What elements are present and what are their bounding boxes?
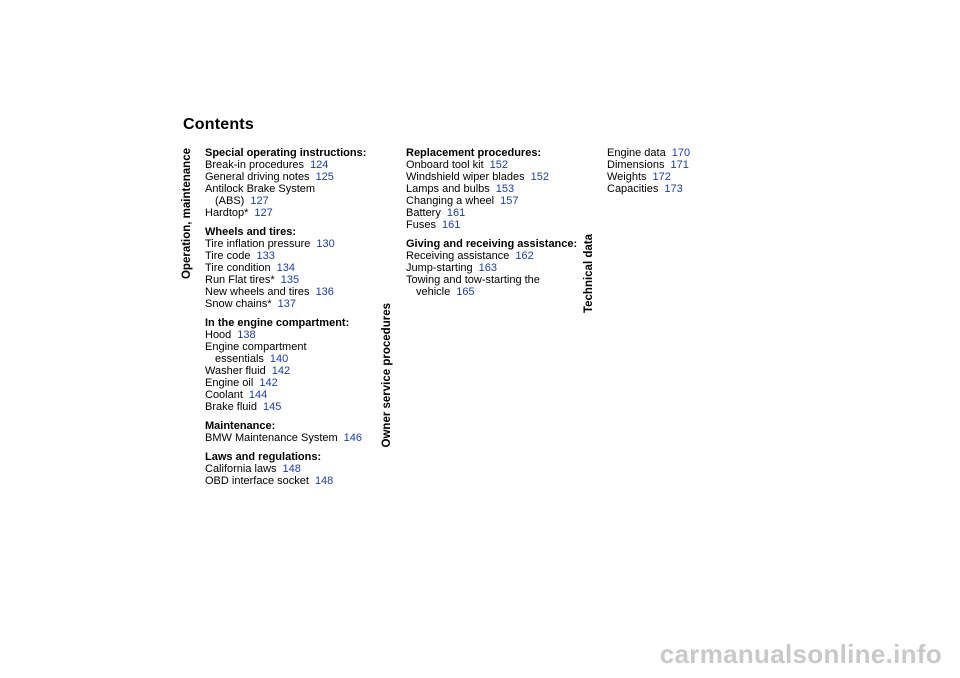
- page-number-link[interactable]: 161: [441, 219, 461, 231]
- toc-entry-label: California laws: [205, 463, 277, 475]
- toc-entry[interactable]: [406, 207, 586, 219]
- section-heading: Laws and regulations:: [205, 451, 322, 463]
- page-number-link[interactable]: 142: [271, 365, 291, 377]
- contents-section: [205, 226, 385, 310]
- toc-entry-label: Engine data: [607, 147, 666, 159]
- toc-entry[interactable]: [406, 159, 586, 171]
- section-heading: Maintenance:: [205, 420, 276, 432]
- side-label-technical-data: Technical data: [583, 234, 595, 314]
- toc-entry[interactable]: [205, 183, 385, 207]
- toc-entry-continuation-text: (ABS): [215, 195, 245, 207]
- page-number-link[interactable]: 137: [277, 298, 297, 310]
- toc-entry-continuation: [205, 353, 385, 365]
- contents-section: [205, 147, 385, 219]
- toc-entry-label: New wheels and tires: [205, 286, 310, 298]
- toc-entry[interactable]: [406, 171, 586, 183]
- toc-entry[interactable]: [607, 183, 787, 195]
- toc-entry-label: Engine oil: [205, 377, 254, 389]
- page-number-link[interactable]: 163: [478, 262, 497, 274]
- toc-entry-label: Snow chains*: [205, 298, 272, 310]
- toc-entry-continuation: [205, 195, 385, 207]
- page-number-link[interactable]: 170: [671, 147, 691, 159]
- toc-entry[interactable]: [205, 286, 385, 298]
- toc-entry[interactable]: [607, 171, 787, 183]
- toc-entry-label: Coolant: [205, 389, 243, 401]
- page-number-link[interactable]: 171: [670, 159, 689, 171]
- toc-entry[interactable]: [205, 475, 385, 487]
- toc-entry-label: Windshield wiper blades: [406, 171, 525, 183]
- toc-entry-label: Tire code: [205, 250, 251, 262]
- page-number-link[interactable]: 130: [316, 238, 335, 250]
- contents-column-1: [205, 147, 385, 494]
- page-number-link[interactable]: 162: [515, 250, 534, 262]
- page-number-link[interactable]: 161: [446, 207, 466, 219]
- toc-entry[interactable]: [205, 389, 385, 401]
- section-heading: Special operating instructions:: [205, 147, 367, 159]
- toc-entry[interactable]: [406, 250, 586, 262]
- toc-entry[interactable]: [205, 207, 385, 219]
- toc-entry-label: Tire inflation pressure: [205, 238, 311, 250]
- contents-section: [406, 238, 586, 298]
- contents-section: [205, 317, 385, 413]
- page-number-link[interactable]: 138: [237, 329, 256, 341]
- page-number-link[interactable]: 134: [276, 262, 295, 274]
- toc-entry-label: Lamps and bulbs: [406, 183, 490, 195]
- page-title: Contents: [183, 116, 254, 133]
- page-number-link[interactable]: 124: [310, 159, 329, 171]
- toc-entry-label: General driving notes: [205, 171, 310, 183]
- toc-entry-label: Hood: [205, 329, 232, 341]
- toc-entry-label: Onboard tool kit: [406, 159, 484, 171]
- toc-entry[interactable]: [205, 250, 385, 262]
- page-number-link[interactable]: 140: [269, 353, 289, 365]
- toc-entry[interactable]: [205, 329, 385, 341]
- page-number-link[interactable]: 152: [530, 171, 549, 183]
- toc-entry-label: Fuses: [406, 219, 436, 231]
- page-number-link[interactable]: 152: [489, 159, 509, 171]
- page-number-link[interactable]: 127: [254, 207, 273, 219]
- toc-entry-label: Capacities: [607, 183, 659, 195]
- section-heading: In the engine compartment:: [205, 317, 350, 329]
- toc-entry-label: Brake fluid: [205, 401, 257, 413]
- contents-section: [406, 147, 586, 231]
- toc-entry[interactable]: [205, 298, 385, 310]
- page-number-link[interactable]: 173: [664, 183, 683, 195]
- toc-entry-label: Engine compartment: [205, 341, 307, 353]
- toc-entry-label: Jump-starting: [406, 262, 473, 274]
- page-number-link[interactable]: 145: [262, 401, 282, 413]
- page-number-link[interactable]: 157: [500, 195, 519, 207]
- toc-entry-label: Receiving assistance: [406, 250, 510, 262]
- contents-section: [205, 451, 385, 487]
- page-number-link[interactable]: 148: [314, 475, 334, 487]
- watermark: carmanualsonline.info: [659, 639, 942, 669]
- toc-entry-label: Run Flat tires*: [205, 274, 275, 286]
- page-number-link[interactable]: 148: [282, 463, 301, 475]
- toc-entry[interactable]: [607, 159, 787, 171]
- toc-entry[interactable]: [406, 274, 586, 298]
- toc-entry-label: Weights: [607, 171, 647, 183]
- contents-section: [607, 147, 787, 195]
- section-heading: Replacement procedures:: [406, 147, 542, 159]
- toc-entry-label: Break-in procedures: [205, 159, 305, 171]
- page-number-link[interactable]: 172: [652, 171, 671, 183]
- page-number-link[interactable]: 165: [456, 286, 475, 298]
- toc-entry[interactable]: [406, 195, 586, 207]
- page-number-link[interactable]: 135: [280, 274, 300, 286]
- toc-entry-label: Battery: [406, 207, 441, 219]
- toc-entry[interactable]: [205, 432, 385, 444]
- page-number-link[interactable]: 136: [315, 286, 334, 298]
- toc-entry[interactable]: [205, 274, 385, 286]
- toc-entry-label: Antilock Brake System: [205, 183, 316, 195]
- page-number-link[interactable]: 125: [315, 171, 334, 183]
- page-number-link[interactable]: 127: [250, 195, 269, 207]
- toc-entry-continuation-text: essentials: [215, 353, 264, 365]
- toc-entry-label: Dimensions: [607, 159, 665, 171]
- section-heading: Giving and receiving assistance:: [406, 238, 578, 250]
- toc-entry-label: Hardtop*: [205, 207, 249, 219]
- toc-entry-label: Tire condition: [205, 262, 271, 274]
- toc-entry[interactable]: [406, 262, 586, 274]
- toc-entry[interactable]: [205, 463, 385, 475]
- toc-entry[interactable]: [406, 219, 586, 231]
- toc-entry-label: BMW Maintenance System: [205, 432, 338, 444]
- toc-entry[interactable]: [205, 262, 385, 274]
- side-label-owner-service-procedures: Owner service procedures: [381, 303, 393, 448]
- page-number-link[interactable]: 153: [495, 183, 515, 195]
- toc-entry-label: Washer fluid: [205, 365, 266, 377]
- page-number-link[interactable]: 146: [343, 432, 363, 444]
- contents-column-3: [607, 147, 787, 202]
- page-number-link[interactable]: 144: [248, 389, 268, 401]
- page-number-link[interactable]: 142: [259, 377, 278, 389]
- toc-entry[interactable]: [205, 365, 385, 377]
- side-label-operation-maintenance: Operation, maintenance: [181, 148, 193, 280]
- toc-entry-label: Towing and tow-starting the: [406, 274, 540, 286]
- section-heading: Wheels and tires:: [205, 226, 297, 238]
- toc-entry-continuation: [406, 286, 586, 298]
- toc-entry[interactable]: [205, 341, 385, 365]
- toc-entry-label: OBD interface socket: [205, 475, 309, 487]
- toc-entry[interactable]: [205, 377, 385, 389]
- toc-entry-label: Changing a wheel: [406, 195, 495, 207]
- toc-entry[interactable]: [205, 238, 385, 250]
- toc-entry[interactable]: [205, 159, 385, 171]
- contents-section: [205, 420, 385, 444]
- toc-entry[interactable]: [205, 401, 385, 413]
- toc-entry[interactable]: [607, 147, 787, 159]
- toc-entry-continuation-text: vehicle: [416, 286, 451, 298]
- toc-entry[interactable]: [406, 183, 586, 195]
- contents-column-2: [406, 147, 586, 305]
- toc-entry[interactable]: [205, 171, 385, 183]
- page-number-link[interactable]: 133: [256, 250, 275, 262]
